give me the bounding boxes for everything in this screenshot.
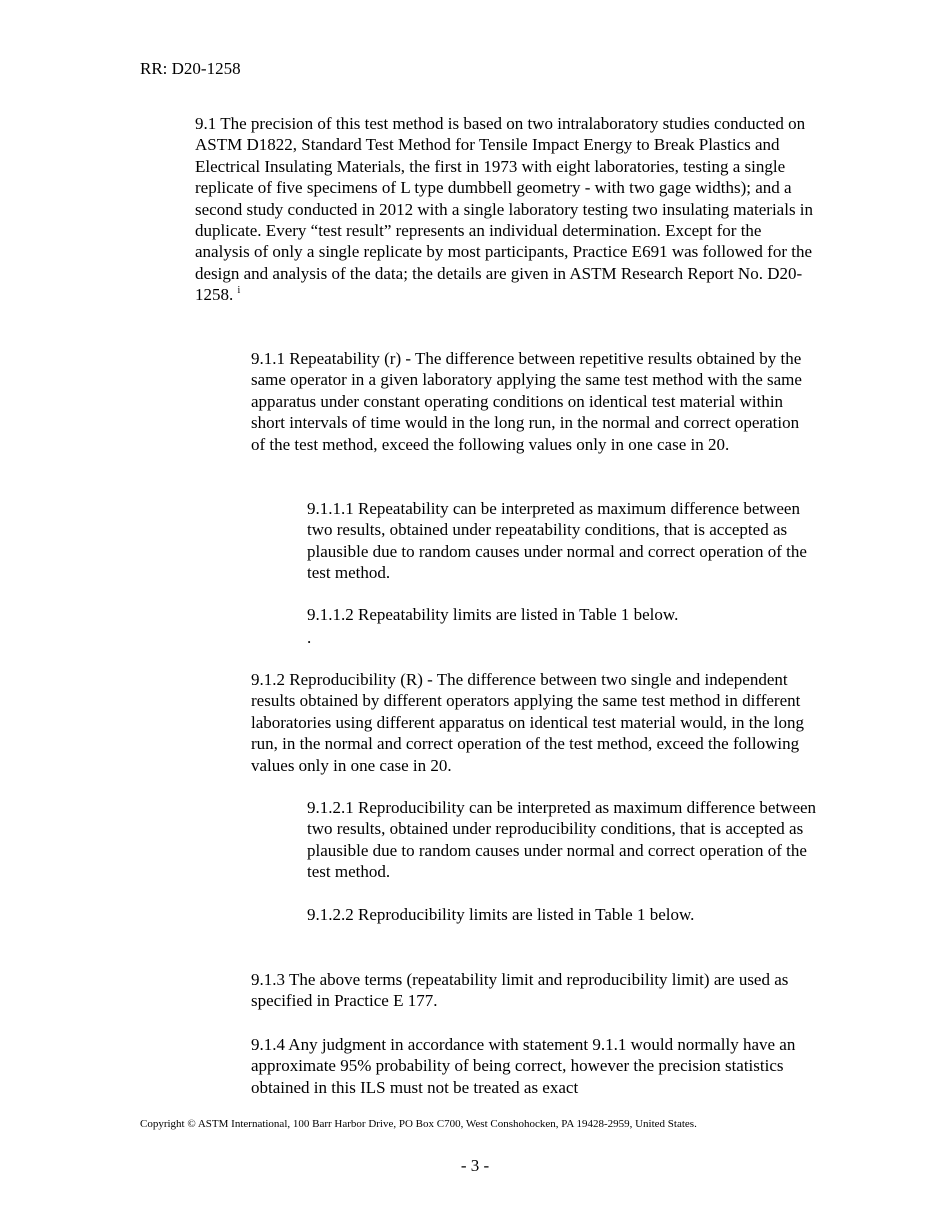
section-9-1-2-2: 9.1.2.2 Reproducibility limits are listed in Table 1 below. [307,905,695,924]
report-id-header: RR: D20-1258 [140,59,241,78]
stray-period: . [307,628,312,647]
section-9-1-2-1: 9.1.2.1 Reproducibility can be interpreted as maximum difference between two results, obtained under reproducibility conditions, that is accepted as plausible due to random causes under normal and correct operation of the test method. [307,798,817,882]
footnote-ref[interactable]: i [237,285,241,297]
section-9-1-4: 9.1.4 Any judgment in accordance with statement 9.1.1 would normally have an approximate 95% probability of being correct, however the precision statistics obtained in this ILS must not be treated as exact [251,1035,796,1097]
section-9-1 [195,113,815,306]
copyright-footer: Copyright © ASTM International, 100 Barr Harbor Drive, PO Box C700, West Conshohocken, PA 19428-2959, United States. [140,1118,697,1130]
section-9-1-text: 9.1 The precision of this test method is based on two intralaboratory studies conducted on ASTM D1822, Standard Test Method for Tensile Impact Energy to Break Plastics and Electrical Insulating Materials, the first in 1973 with eight laboratories, testing a single replicate of five specimens of L type dumbbell geometry - with two gage widths); and a second study conducted in 2012 with a single laboratory testing two insulating materials in duplicate. Every “test result” represents an individual determination. Except for the analysis of only a single replicate by most participants, Practice E691 was followed for the design and analysis of the data; the details are given in ASTM Research Report No. D20-1258. [195,114,814,305]
section-9-1-1: 9.1.1 Repeatability (r) - The difference between repetitive results obtained by the same operator in a given laboratory applying the same test method with the same apparatus under constant operating conditions on identical test material within short intervals of time would in the long run, in the normal and correct operation of the test method, exceed the following values only in one case in 20. [251,349,802,454]
section-9-1-2: 9.1.2 Reproducibility (R) - The difference between two single and independent results obtained by different operators applying the same test method in different laboratories using different apparatus on identical test material would, in the long run, in the normal and correct operation of the test method, exceed the following values only in one case in 20. [251,670,804,775]
section-9-1-1-1: 9.1.1.1 Repeatability can be interpreted as maximum difference between two results, obtained under repeatability conditions, that is accepted as plausible due to random causes under normal and correct operation of the test method. [307,499,807,583]
section-9-1-1-2: 9.1.1.2 Repeatability limits are listed in Table 1 below. [307,605,679,624]
section-9-1-3: 9.1.3 The above terms (repeatability limit and reproducibility limit) are used as specified in Practice E 177. [251,970,789,1011]
page-number: - 3 - [460,1156,490,1175]
